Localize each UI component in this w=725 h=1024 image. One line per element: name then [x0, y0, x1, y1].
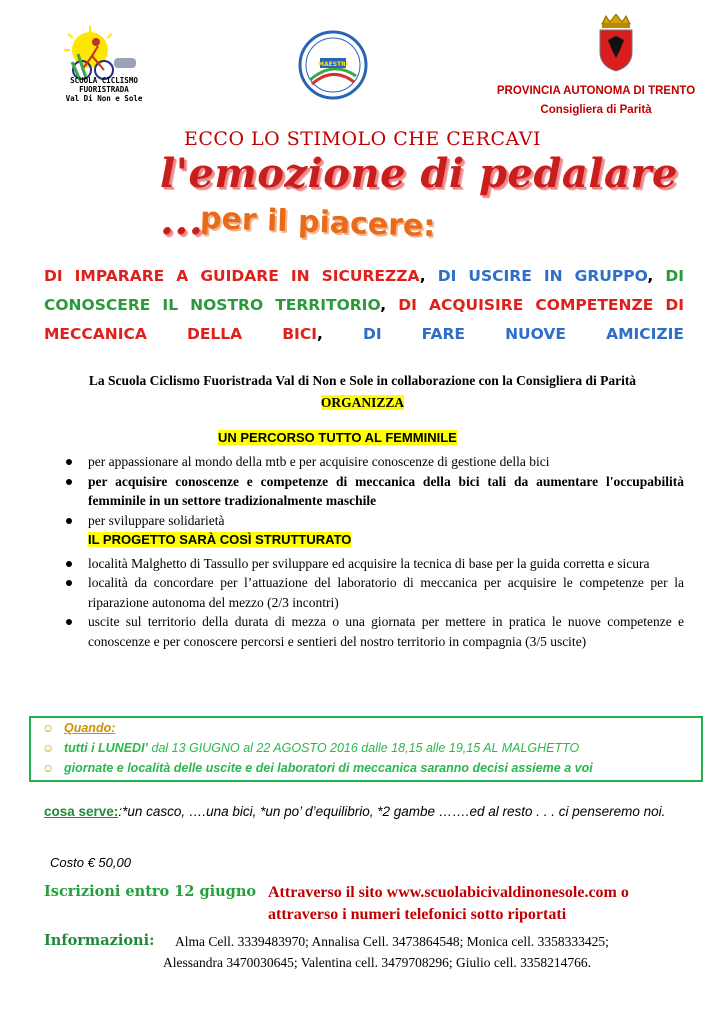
contacts-line2: Alessandra 3470030645; Valentina cell. 3479708296; Giulio cell. 3358214766.	[163, 955, 591, 970]
list-item: per sviluppare solidarietà	[62, 511, 684, 531]
contacts-line1: Alma Cell. 3339483970; Annalisa Cell. 3473864548; Monica cell. 3358333425;	[175, 934, 609, 949]
smiley-icon: ☺	[42, 721, 55, 735]
list-item: uscite sul territorio della durata di mezza o una giornata per mettere in pratica le nuove competenze e conoscenze e per conoscere percorsi e sentieri del nostro territorio in compagnia (3/5 uscite)	[62, 612, 684, 651]
lead-amicizie: DI FARE NUOVE AMICIZIE	[362, 325, 684, 343]
coat-of-arms	[596, 14, 636, 72]
iscrizioni-line1: Attraverso il sito www.scuolabicivaldinonesole.com o	[268, 884, 629, 901]
schedule-lines	[42, 718, 593, 778]
lead-territorio: DI CONOSCERE IL NOSTRO TERRITORIO	[44, 267, 684, 314]
list-item: per acquisire conoscenze e competenze di meccanica della bici tali da aumentare l'occupabilità femminile in un settore tradizionalmente maschile	[62, 472, 684, 511]
progetto-heading	[62, 530, 684, 550]
quando-dates: dal 13 GIUGNO al 22 AGOSTO 2016 dalle 18,15 alle 19,15 AL MALGHETTO	[148, 741, 580, 755]
cosa-serve-label: cosa serve:	[44, 804, 119, 819]
iscrizioni-details	[268, 882, 629, 926]
program-list	[62, 452, 684, 651]
lead-paragraph	[44, 262, 684, 349]
trentino-coat-of-arms-icon	[596, 14, 636, 72]
cyclist-sun-icon	[52, 24, 152, 84]
quando-date-prefix: tutti i	[64, 741, 99, 755]
lead-meccanica: DI ACQUISIRE COMPETENZE DI MECCANICA DELLA BICI	[44, 296, 684, 343]
informazioni-label: Informazioni:	[44, 932, 155, 949]
intro-line: La Scuola Ciclismo Fuoristrada Val di Non e Sole in collaborazione con la Consigliera di Parità	[88, 373, 637, 388]
list-item: località Malghetto di Tassullo per sviluppare ed acquisire la tecnica di base per la guida corretta e sicura	[62, 554, 684, 574]
iscrizioni-label: Iscrizioni entro 12 giugno	[44, 883, 257, 900]
lead-comma: ,	[380, 296, 399, 314]
headline-ecco: ECCO LO STIMOLO CHE CERCAVI	[184, 128, 542, 150]
list-item: località da concordare per l’attuazione del laboratorio di meccanica per acquisire le competenze per la riparazione autonoma del mezzo (2/3 incontri)	[62, 573, 684, 612]
quando-label: Quando:	[64, 721, 116, 735]
costo-text: Costo € 50,00	[50, 855, 131, 870]
informazioni-contacts	[163, 931, 683, 973]
smiley-icon: ☺	[42, 741, 55, 755]
maestri-logo	[298, 30, 368, 100]
percorso-heading	[218, 430, 457, 445]
province-header	[480, 82, 712, 120]
lead-comma: ,	[316, 325, 363, 343]
smiley-icon: ☺	[42, 761, 55, 775]
intro-block	[40, 370, 685, 414]
maestri-badge-icon	[298, 30, 368, 100]
quando-day: LUNEDI’	[98, 741, 149, 755]
list-item: per appassionare al mondo della mtb e per acquisire conoscenze di gestione della bici	[62, 452, 684, 472]
cosa-serve-text: :*un casco, ….una bici, *un po’ d’equilibrio, *2 gambe …….ed al resto . . . ci penseremo noi.	[118, 804, 666, 819]
lead-gruppo: DI USCIRE IN GRUPPO	[437, 267, 648, 285]
headline-piacere: per il piacere:	[199, 200, 436, 245]
school-logo-text: SCUOLA CICLISMO FUORISTRADA Val Di Non e Sole	[65, 76, 143, 103]
province-name: PROVINCIA AUTONOMA DI TRENTO	[496, 85, 696, 97]
svg-text:MAESTRI: MAESTRI	[318, 61, 348, 68]
lead-comma: ,	[419, 267, 438, 285]
lead-comma: ,	[647, 267, 666, 285]
province-office: Consigliera di Parità	[540, 104, 652, 116]
iscrizioni-line2: attraverso i numeri telefonici sotto riportati	[268, 906, 567, 923]
headline-emozione: l'emozione di pedalare ...	[160, 150, 678, 244]
progetto-label: IL PROGETTO SARÀ COSÌ STRUTTURATO	[88, 532, 352, 547]
cosa-serve	[44, 796, 684, 828]
quando-note: giornate e località delle uscite e dei laboratori di meccanica saranno decisi assieme a voi	[64, 761, 593, 775]
percorso-label: UN PERCORSO TUTTO AL FEMMINILE	[218, 430, 457, 445]
lead-guidare: DI IMPARARE A GUIDARE IN SICUREZZA	[44, 267, 420, 285]
organizza-label: ORGANIZZA	[320, 395, 405, 410]
